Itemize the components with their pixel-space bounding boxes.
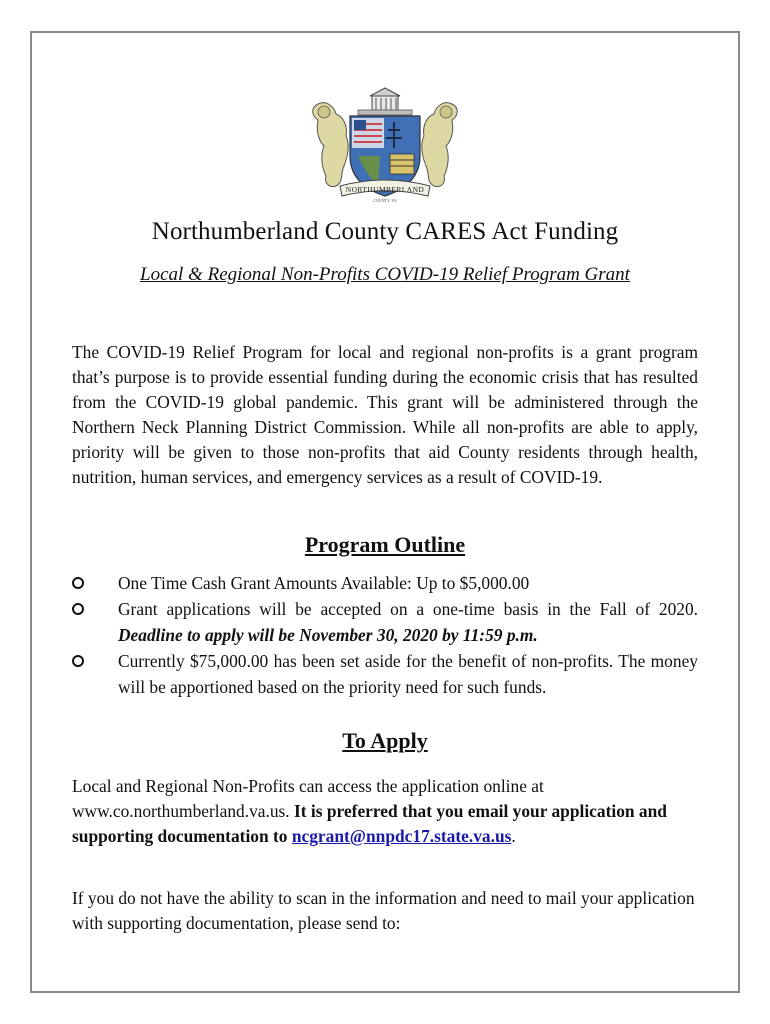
list-item bbox=[72, 570, 698, 596]
intro-paragraph: The COVID-19 Relief Program for local and regional non-profits is a grant program that’s purpose is to provide essential funding during the economic crisis that has resulted from the COVID-19 global pandemic. This grant will be administered through the Northern Neck Planning District Commission. While all non-profits are able to apply, priority will be given to those non-profits that aid County residents through health, nutrition, human services, and emergency services as a result of COVID-19. bbox=[72, 342, 698, 487]
seal-sub-text: COUNTY, VA bbox=[373, 198, 397, 203]
program-outline-list bbox=[72, 570, 698, 700]
county-seal-logo bbox=[300, 86, 470, 204]
deadline-text: Deadline to apply will be November 30, 2020 by 11:59 p.m. bbox=[118, 625, 538, 645]
page-subtitle: Local & Regional Non-Profits COVID-19 Relief Program Grant bbox=[140, 264, 630, 285]
outline-item-text: Currently $75,000.00 has been set aside for the benefit of non-profits. The money will be apportioned based on the priority need for such funds. bbox=[118, 651, 698, 697]
outline-item-text: Grant applications will be accepted on a one-time basis in the Fall of 2020. bbox=[118, 599, 698, 619]
seal-banner-text: NORTHUMBERLAND bbox=[345, 185, 425, 194]
page-title: Northumberland County CARES Act Funding bbox=[151, 218, 619, 245]
outline-item-text: One Time Cash Grant Amounts Available: Up to $5,000.00 bbox=[118, 573, 530, 593]
to-apply-heading: To Apply bbox=[342, 728, 428, 753]
apply-text: Local and Regional Non-Profits can access the application online at www.co.northumberland.va.us. bbox=[72, 776, 544, 821]
apply-period: . bbox=[511, 826, 516, 846]
list-item bbox=[72, 596, 698, 648]
apply-bold-text: It is preferred that you email your application and supporting documentation to bbox=[72, 801, 667, 846]
apply-paragraph bbox=[72, 774, 698, 849]
circle-bullet-icon bbox=[72, 655, 84, 667]
list-item bbox=[72, 648, 698, 700]
program-outline-heading: Program Outline bbox=[304, 532, 466, 557]
email-link[interactable]: ncgrant@nnpdc17.state.va.us bbox=[291, 826, 512, 846]
circle-bullet-icon bbox=[72, 577, 84, 589]
mail-paragraph: If you do not have the ability to scan in the information and need to mail your application with supporting documentation, please send to: bbox=[72, 888, 695, 933]
circle-bullet-icon bbox=[72, 603, 84, 615]
